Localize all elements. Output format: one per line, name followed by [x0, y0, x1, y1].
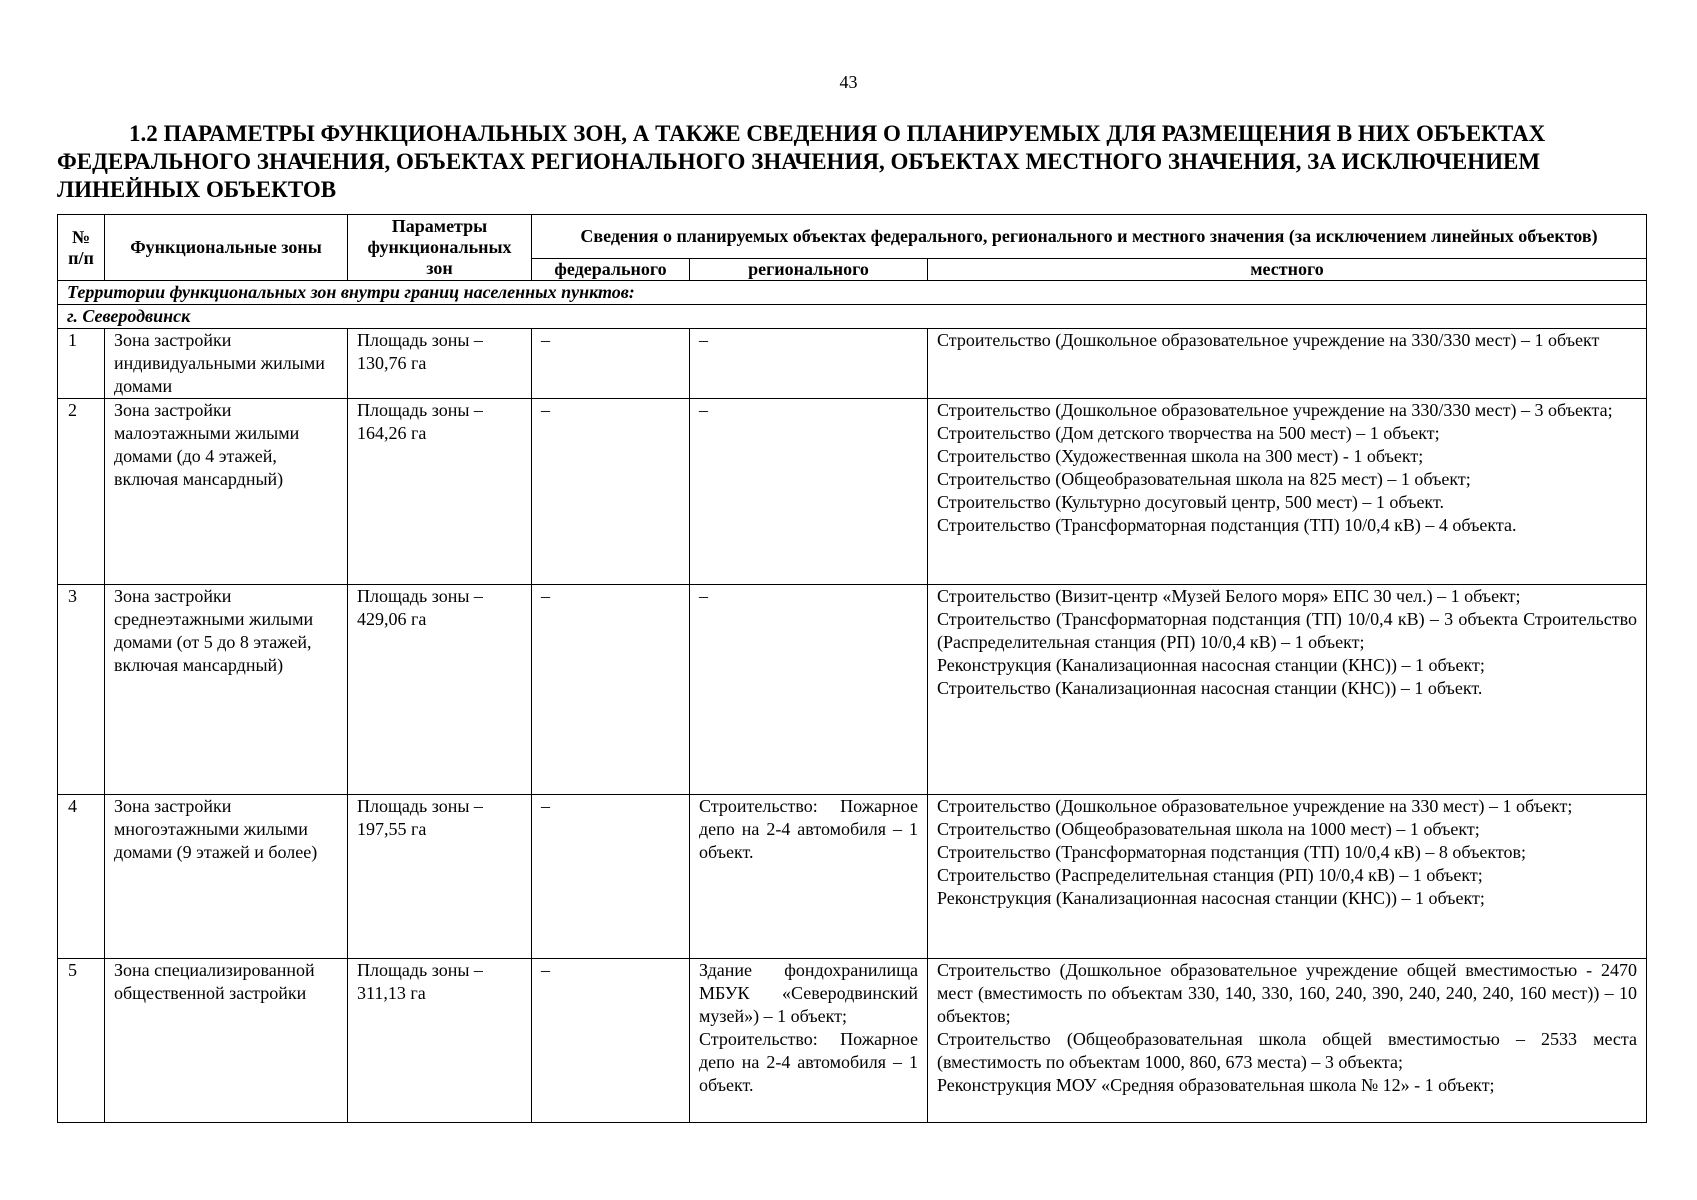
header-regional: регионального: [690, 259, 928, 281]
local-objects: [928, 795, 1647, 959]
zone-params: Площадь зоны – 164,26 га: [348, 399, 532, 585]
zone-name: Зона застройки среднеэтажными жилыми домами (от 5 до 8 этажей, включая мансардный): [105, 585, 348, 795]
federal-objects: –: [532, 585, 690, 795]
local-object-line: Строительство (Дошкольное образовательное учреждение на 330/330 мест) – 3 объекта;: [937, 400, 1613, 420]
row-number: 5: [58, 959, 105, 1123]
regional-objects: –: [690, 399, 928, 585]
zone-name: Зона специализированной общественной застройки: [105, 959, 348, 1123]
section-heading: [57, 120, 1647, 204]
table-row: [58, 795, 1647, 959]
local-object-line: Строительство (Канализационная насосная станции (КНС)) – 1 объект.: [937, 678, 1483, 698]
local-objects: [928, 329, 1647, 399]
regional-objects: –: [690, 329, 928, 399]
local-object-line: Строительство (Трансформаторная подстанция (ТП) 10/0,4 кВ) – 3 объекта Строительство (Распределительная станция (РП) 10/0,4 кВ) – 1 объект;: [937, 609, 1637, 652]
regional-objects: Строительство: Пожарное депо на 2-4 автомобиля – 1 объект.: [690, 795, 928, 959]
local-objects: [928, 959, 1647, 1123]
local-object-line: Строительство (Дошкольное образовательное учреждение общей вместимостью - 2470 мест (вместимость по объектам 330, 140, 330, 160, 240, 390, 240, 240, 240, 160 мест)) – 10 объектов;: [937, 960, 1637, 1026]
group-row-territories: Территории функциональных зон внутри границ населенных пунктов:: [58, 281, 1647, 305]
header-planned: Сведения о планируемых объектах федерального, регионального и местного значения (за исключением линейных объектов): [532, 215, 1647, 259]
local-objects: [928, 585, 1647, 795]
regional-objects: –: [690, 585, 928, 795]
header-num: № п/п: [58, 215, 105, 281]
local-object-line: Строительство (Трансформаторная подстанция (ТП) 10/0,4 кВ) – 8 объектов;: [937, 842, 1526, 862]
regional-object-line: Строительство: Пожарное депо на 2-4 автомобиля – 1 объект.: [699, 1029, 918, 1095]
functional-zones-table: [57, 214, 1647, 1123]
federal-objects: –: [532, 959, 690, 1123]
zone-params: Площадь зоны – 197,55 га: [348, 795, 532, 959]
local-object-line: Строительство (Общеобразовательная школа общей вместимостью – 2533 места (вместимость по объектам 1000, 860, 673 места) – 3 объекта;: [937, 1029, 1637, 1072]
local-object-line: Строительство (Распределительная станция (РП) 10/0,4 кВ) – 1 объект;: [937, 865, 1483, 885]
local-object-line: Строительство (Общеобразовательная школа на 825 мест) – 1 объект;: [937, 469, 1471, 489]
table-row: [58, 399, 1647, 585]
header-params: Параметры функциональных зон: [348, 215, 532, 281]
header-federal: федерального: [532, 259, 690, 281]
zone-name: Зона застройки малоэтажными жилыми домами (до 4 этажей, включая мансардный): [105, 399, 348, 585]
local-object-line: Строительство (Визит-центр «Музей Белого моря» ЕПС 30 чел.) – 1 объект;: [937, 586, 1521, 606]
local-object-line: Реконструкция (Канализационная насосная станции (КНС)) – 1 объект;: [937, 888, 1485, 908]
local-object-line: Строительство (Дом детского творчества на 500 мест) – 1 объект;: [937, 423, 1440, 443]
row-number: 4: [58, 795, 105, 959]
zone-params: Площадь зоны – 130,76 га: [348, 329, 532, 399]
row-number: 2: [58, 399, 105, 585]
row-number: 3: [58, 585, 105, 795]
local-object-line: Реконструкция МОУ «Средняя образовательная школа № 12» - 1 объект;: [937, 1075, 1495, 1095]
section-heading-text: 1.2 ПАРАМЕТРЫ ФУНКЦИОНАЛЬНЫХ ЗОН, А ТАКЖЕ СВЕДЕНИЯ О ПЛАНИРУЕМЫХ ДЛЯ РАЗМЕЩЕНИЯ В НИХ ОБЪЕКТАХ ФЕДЕРАЛЬНОГО ЗНАЧЕНИЯ, ОБЪЕКТАХ РЕГИОНАЛЬНОГО ЗНАЧЕНИЯ, ОБЪЕКТАХ МЕСТНОГО ЗНАЧЕНИЯ, ЗА ИСКЛЮЧЕНИЕМ ЛИНЕЙНЫХ ОБЪЕКТОВ: [57, 121, 1546, 202]
local-object-line: Строительство (Дошкольное образовательное учреждение на 330 мест) – 1 объект;: [937, 796, 1573, 816]
zone-name: Зона застройки индивидуальными жилыми домами: [105, 329, 348, 399]
zone-params: Площадь зоны – 311,13 га: [348, 959, 532, 1123]
federal-objects: –: [532, 795, 690, 959]
federal-objects: –: [532, 399, 690, 585]
local-object-line: Строительство (Культурно досуговый центр, 500 мест) – 1 объект.: [937, 492, 1444, 512]
header-zones: Функциональные зоны: [105, 215, 348, 281]
table-row: [58, 585, 1647, 795]
row-number: 1: [58, 329, 105, 399]
table-row: [58, 329, 1647, 399]
header-local: местного: [928, 259, 1647, 281]
page-number: 43: [839, 72, 858, 92]
local-object-line: Строительство (Общеобразовательная школа на 1000 мест) – 1 объект;: [937, 819, 1480, 839]
local-object-line: Реконструкция (Канализационная насосная станции (КНС)) – 1 объект;: [937, 655, 1485, 675]
local-objects: [928, 399, 1647, 585]
local-object-line: Строительство (Дошкольное образовательное учреждение на 330/330 мест) – 1 объект: [937, 330, 1600, 350]
zone-name: Зона застройки многоэтажными жилыми домами (9 этажей и более): [105, 795, 348, 959]
group-row-city: г. Северодвинск: [58, 305, 1647, 329]
local-object-line: Строительство (Художественная школа на 300 мест) - 1 объект;: [937, 446, 1424, 466]
federal-objects: –: [532, 329, 690, 399]
regional-objects: [690, 959, 928, 1123]
table-row: [58, 959, 1647, 1123]
regional-object-line: Здание фондохранилища МБУК «Северодвинский музей») – 1 объект;: [699, 960, 918, 1026]
zone-params: Площадь зоны – 429,06 га: [348, 585, 532, 795]
local-object-line: Строительство (Трансформаторная подстанция (ТП) 10/0,4 кВ) – 4 объекта.: [937, 515, 1517, 535]
